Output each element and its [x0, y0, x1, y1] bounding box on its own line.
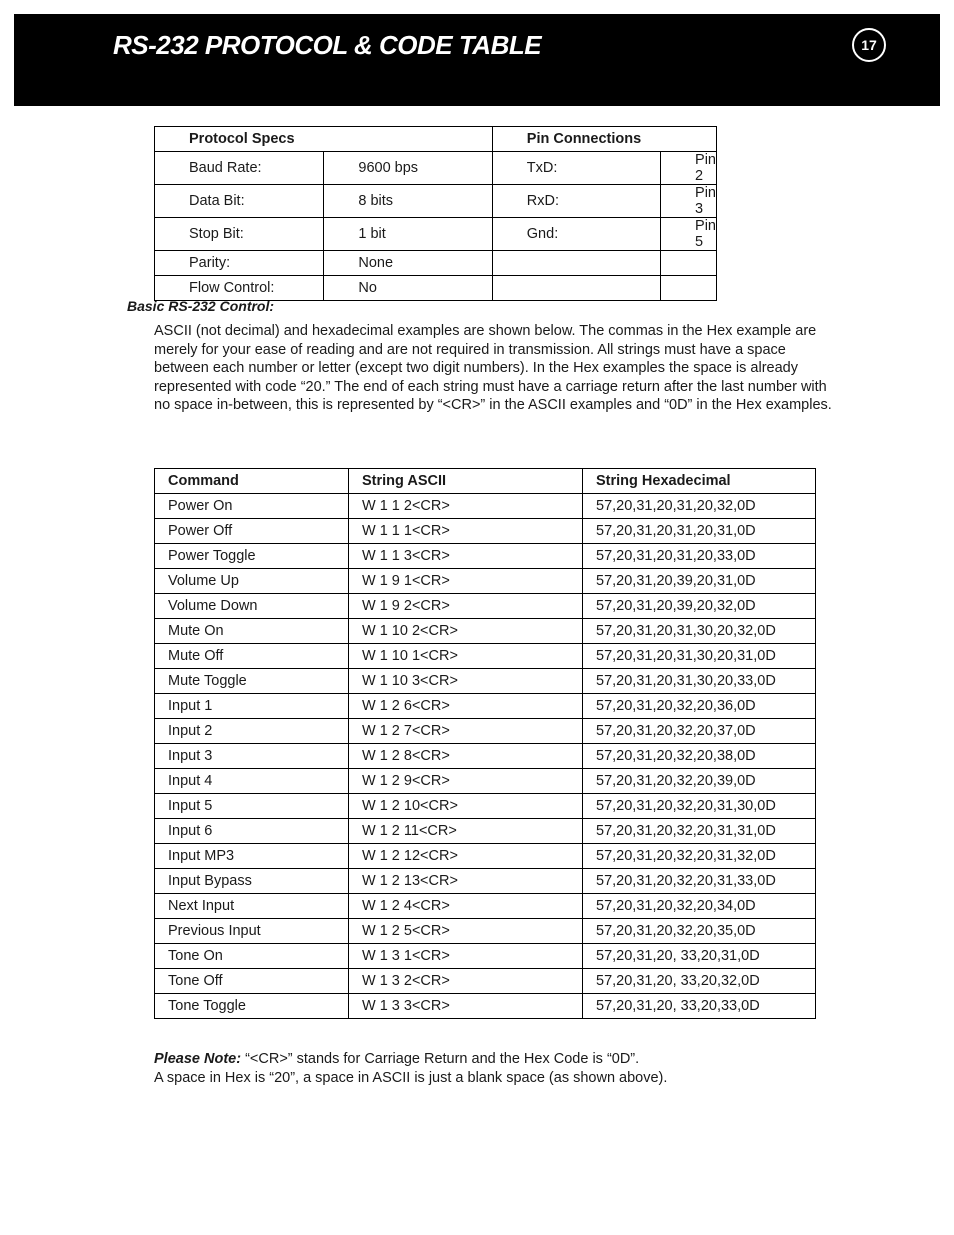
table-cell: W 1 10 3<CR>: [349, 669, 583, 694]
table-cell: [661, 251, 717, 276]
intro-paragraph: ASCII (not decimal) and hexadecimal examples are shown below. The commas in the Hex example are merely for your ease of reading and are not required in transmission. All strings must have a space between each number or letter (except two digit numbers). In the Hex examples the space is already represented with code “20.” The end of each string must have a carriage return after the last number with no space in-between, this is represented by “<CR>” in the ASCII examples and “0D” in the Hex examples.: [154, 323, 832, 414]
table-header-row: [155, 469, 816, 494]
table-cell: W 1 2 11<CR>: [349, 819, 583, 844]
table-row: [155, 994, 816, 1019]
table-cell: 57,20,31,20,32,20,37,0D: [583, 719, 816, 744]
table-row: [155, 494, 816, 519]
table-row: [155, 944, 816, 969]
table-cell: 57,20,31,20,31,20,32,0D: [583, 494, 816, 519]
table-cell: W 1 10 1<CR>: [349, 644, 583, 669]
table-cell: W 1 3 1<CR>: [349, 944, 583, 969]
table-cell: W 1 1 3<CR>: [349, 544, 583, 569]
table-cell: Previous Input: [155, 919, 349, 944]
note-label: Please Note:: [154, 1051, 242, 1067]
table-row: [155, 969, 816, 994]
table-cell: W 1 3 3<CR>: [349, 994, 583, 1019]
table-cell: Power Off: [155, 519, 349, 544]
table-cell: Input 2: [155, 719, 349, 744]
table-cell: W 1 9 2<CR>: [349, 594, 583, 619]
table-cell: 57,20,31,20,32,20,36,0D: [583, 694, 816, 719]
table-cell: Volume Down: [155, 594, 349, 619]
table-row: [155, 276, 717, 301]
table-cell: Input 1: [155, 694, 349, 719]
table-row: [155, 619, 816, 644]
table-row: [155, 218, 717, 251]
table-cell: W 1 9 1<CR>: [349, 569, 583, 594]
table-cell: Input Bypass: [155, 869, 349, 894]
table-header-row: [155, 127, 717, 152]
table-row: [155, 769, 816, 794]
table-cell: W 1 2 12<CR>: [349, 844, 583, 869]
table-row: [155, 519, 816, 544]
table-row: [155, 569, 816, 594]
table-cell: Tone Off: [155, 969, 349, 994]
table-cell: W 1 2 5<CR>: [349, 919, 583, 944]
table-cell: 57,20,31,20, 33,20,32,0D: [583, 969, 816, 994]
table-cell: Pin 5: [661, 218, 717, 251]
table-row: [155, 919, 816, 944]
note-line-1: “<CR>” stands for Carriage Return and the Hex Code is “0D”.: [241, 1051, 640, 1067]
table-cell: Gnd:: [492, 218, 660, 251]
table-cell: 57,20,31,20,31,30,20,33,0D: [583, 669, 816, 694]
table-cell: [492, 276, 660, 301]
table-row: [155, 594, 816, 619]
protocol-specs-table: [154, 126, 717, 301]
table-cell: [492, 251, 660, 276]
table-cell: 57,20,31,20,31,30,20,32,0D: [583, 619, 816, 644]
command-code-table: [154, 468, 816, 1019]
table-cell: Mute Off: [155, 644, 349, 669]
table-cell: 57,20,31,20,39,20,31,0D: [583, 569, 816, 594]
pin-connections-header: Pin Connections: [492, 127, 716, 152]
page-title: RS-232 PROTOCOL & CODE TABLE: [113, 30, 542, 60]
table-cell: 57,20,31,20,39,20,32,0D: [583, 594, 816, 619]
table-row: [155, 894, 816, 919]
table-cell: 57,20,31,20, 33,20,31,0D: [583, 944, 816, 969]
table-cell: Stop Bit:: [155, 218, 324, 251]
table-cell: 57,20,31,20,32,20,31,31,0D: [583, 819, 816, 844]
table-cell: 57,20,31,20,31,20,31,0D: [583, 519, 816, 544]
table-cell: 57,20,31,20, 33,20,33,0D: [583, 994, 816, 1019]
table-cell: 57,20,31,20,32,20,31,30,0D: [583, 794, 816, 819]
table-cell: 8 bits: [324, 185, 492, 218]
table-row: [155, 694, 816, 719]
table-cell: None: [324, 251, 492, 276]
table-cell: 57,20,31,20,31,20,33,0D: [583, 544, 816, 569]
note-line-2: A space in Hex is “20”, a space in ASCII is just a blank space (as shown above).: [154, 1069, 668, 1086]
table-cell: Mute Toggle: [155, 669, 349, 694]
table-cell: TxD:: [492, 152, 660, 185]
table-cell: Parity:: [155, 251, 324, 276]
table-cell: 57,20,31,20,32,20,35,0D: [583, 919, 816, 944]
table-cell: Input 6: [155, 819, 349, 844]
table-row: [155, 819, 816, 844]
note: [154, 1050, 667, 1087]
table-row: [155, 869, 816, 894]
table-cell: No: [324, 276, 492, 301]
table-row: [155, 251, 717, 276]
table-row: [155, 794, 816, 819]
table-cell: W 1 2 9<CR>: [349, 769, 583, 794]
table-row: [155, 544, 816, 569]
table-cell: Input 3: [155, 744, 349, 769]
table-cell: 9600 bps: [324, 152, 492, 185]
table-cell: W 1 2 6<CR>: [349, 694, 583, 719]
table-cell: W 1 2 8<CR>: [349, 744, 583, 769]
table-cell: Tone On: [155, 944, 349, 969]
table-cell: W 1 1 2<CR>: [349, 494, 583, 519]
table-row: [155, 185, 717, 218]
table-cell: RxD:: [492, 185, 660, 218]
table-cell: Power On: [155, 494, 349, 519]
table-row: [155, 744, 816, 769]
page-number-badge: 17: [852, 28, 886, 62]
table-cell: Volume Up: [155, 569, 349, 594]
table-cell: Pin 2: [661, 152, 717, 185]
table-cell: Flow Control:: [155, 276, 324, 301]
table-cell: 57,20,31,20,32,20,34,0D: [583, 894, 816, 919]
table-cell: 57,20,31,20,32,20,31,32,0D: [583, 844, 816, 869]
command-column-header: Command: [155, 469, 349, 494]
table-row: [155, 844, 816, 869]
table-cell: W 1 1 1<CR>: [349, 519, 583, 544]
table-row: [155, 644, 816, 669]
table-cell: W 1 2 10<CR>: [349, 794, 583, 819]
table-cell: Next Input: [155, 894, 349, 919]
table-cell: 57,20,31,20,32,20,38,0D: [583, 744, 816, 769]
table-cell: 1 bit: [324, 218, 492, 251]
table-cell: W 1 2 7<CR>: [349, 719, 583, 744]
table-row: [155, 719, 816, 744]
table-cell: Input 5: [155, 794, 349, 819]
section-heading: Basic RS-232 Control:: [127, 298, 275, 314]
hex-column-header: String Hexadecimal: [583, 469, 816, 494]
table-cell: Input MP3: [155, 844, 349, 869]
table-cell: 57,20,31,20,31,30,20,31,0D: [583, 644, 816, 669]
table-cell: W 1 10 2<CR>: [349, 619, 583, 644]
table-row: [155, 152, 717, 185]
table-cell: Pin 3: [661, 185, 717, 218]
table-cell: Baud Rate:: [155, 152, 324, 185]
table-cell: Mute On: [155, 619, 349, 644]
table-cell: Input 4: [155, 769, 349, 794]
table-cell: W 1 3 2<CR>: [349, 969, 583, 994]
table-cell: Data Bit:: [155, 185, 324, 218]
ascii-column-header: String ASCII: [349, 469, 583, 494]
table-cell: Power Toggle: [155, 544, 349, 569]
table-cell: W 1 2 4<CR>: [349, 894, 583, 919]
table-cell: W 1 2 13<CR>: [349, 869, 583, 894]
table-cell: 57,20,31,20,32,20,39,0D: [583, 769, 816, 794]
table-cell: Tone Toggle: [155, 994, 349, 1019]
protocol-specs-header: Protocol Specs: [155, 127, 493, 152]
table-row: [155, 669, 816, 694]
table-cell: [661, 276, 717, 301]
table-cell: 57,20,31,20,32,20,31,33,0D: [583, 869, 816, 894]
